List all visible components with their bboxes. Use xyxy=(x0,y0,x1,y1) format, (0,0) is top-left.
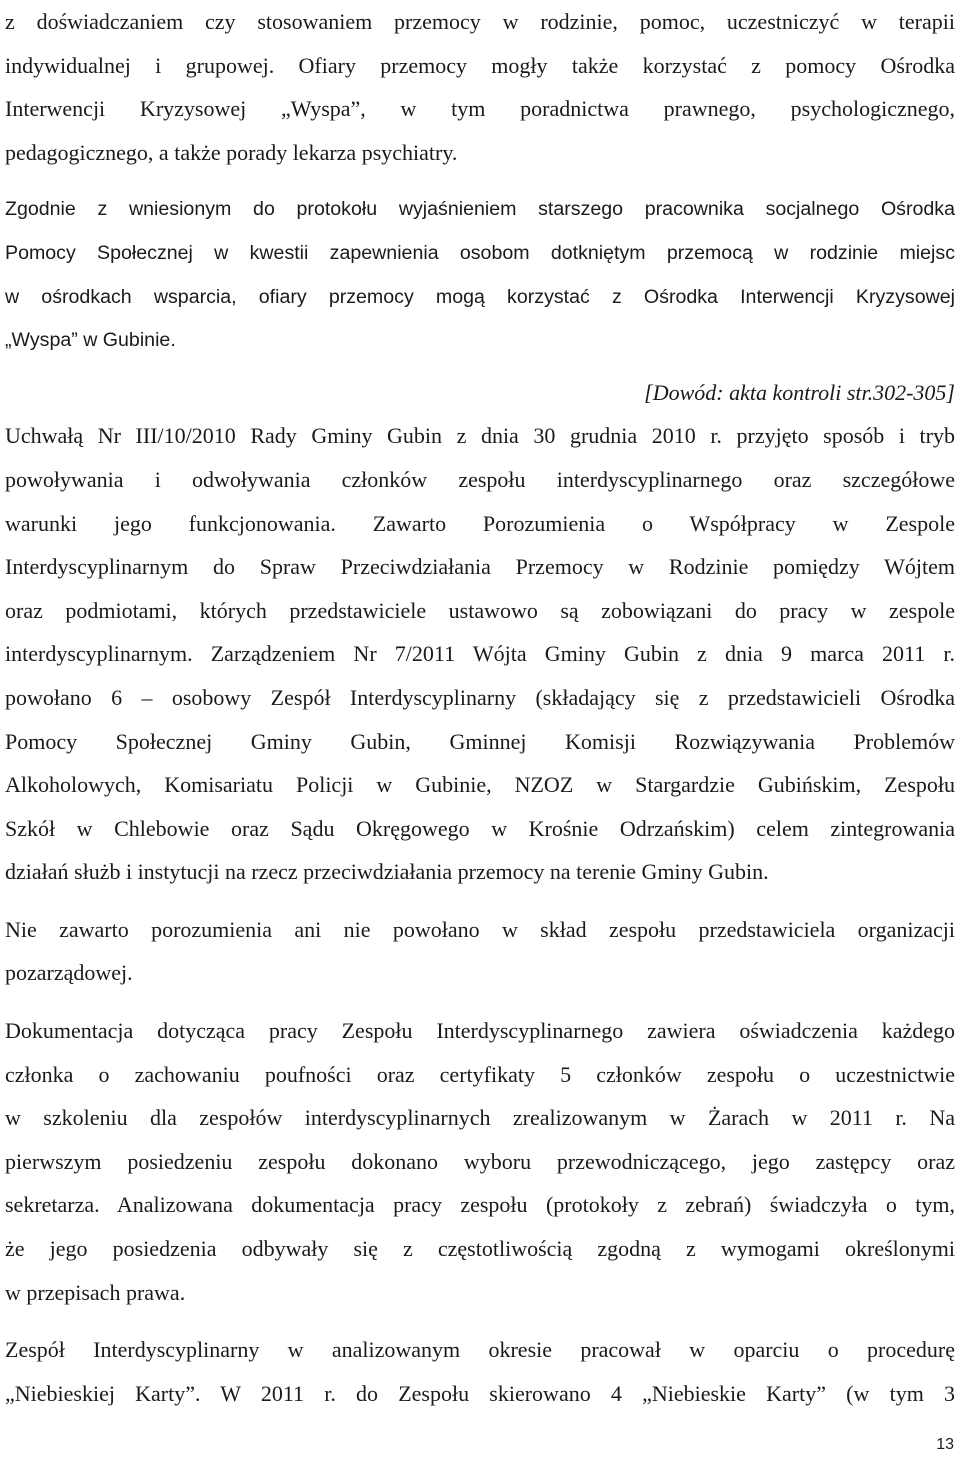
text-line: Pomocy Społecznej w kwestii zapewnienia osobom dotkniętym przemocą w rodzinie miejsc xyxy=(5,241,955,264)
text-line: że jego posiedzenia odbywały się z częstotliwością zgodną z wymogami określonymi xyxy=(5,1236,955,1262)
paragraph-spacer xyxy=(5,1314,955,1328)
text-line: „Niebieskiej Karty”. W 2011 r. do Zespołu skierowano 4 „Niebieskie Karty” (w tym 3 xyxy=(5,1380,955,1406)
text-line: w ośrodkach wsparcia, ofiary przemocy mogą korzystać z Ośrodka Interwencji Kryzysowej xyxy=(5,285,955,308)
text-line: Zespół Interdyscyplinarny w analizowanym okresie pracował w oparciu o procedurę xyxy=(5,1337,955,1363)
paragraph-blue-card-procedure xyxy=(5,1328,955,1415)
text-line: sekretarza. Analizowana dokumentacja pracy zespołu (protokoły z zebrań) świadczyła o tym, xyxy=(5,1192,955,1218)
paragraph-social-worker-explanation xyxy=(5,188,955,362)
text-line: Zgodnie z wniesionym do protokołu wyjaśnieniem starszego pracownika socjalnego Ośrodka xyxy=(5,198,955,221)
text-line: indywidualnej i grupowej. Ofiary przemocy mogły także korzystać z pomocy Ośrodka xyxy=(5,52,955,78)
paragraph-spacer xyxy=(5,363,955,371)
text-line: pierwszym posiedzeniu zespołu dokonano wyboru przewodniczącego, jego zastępcy oraz xyxy=(5,1148,955,1174)
paragraph-victim-support xyxy=(5,0,955,174)
text-line: Uchwałą Nr III/10/2010 Rady Gminy Gubin z dnia 30 grudnia 2010 r. przyjęto sposób i tryb xyxy=(5,423,955,449)
text-line: w przepisach prawa. xyxy=(5,1279,186,1305)
paragraph-spacer xyxy=(5,995,955,1009)
text-line: Nie zawarto porozumienia ani nie powołano w skład zespołu przedstawiciela organizacji xyxy=(5,916,955,942)
text-line: interdyscyplinarnym. Zarządzeniem Nr 7/2011 Wójta Gminy Gubin z dnia 9 marca 2011 r. xyxy=(5,641,955,667)
text-line: w szkoleniu dla zespołów interdyscyplinarnych zrealizowanym w Żarach w 2011 r. Na xyxy=(5,1105,955,1131)
text-line: członka o zachowaniu poufności oraz certyfikaty 5 członków zespołu o uczestnictwie xyxy=(5,1061,955,1087)
text-line: Interdyscyplinarnym do Spraw Przeciwdziałania Przemocy w Rodzinie pomiędzy Wójtem xyxy=(5,554,955,580)
text-line: działań służb i instytucji na rzecz przeciwdziałania przemocy na terenie Gminy Gubin. xyxy=(5,859,769,885)
text-line: „Wyspa” w Gubinie. xyxy=(5,329,176,352)
paragraph-spacer xyxy=(5,894,955,908)
paragraph-ngo-representative xyxy=(5,908,955,995)
document-page xyxy=(5,0,955,1415)
text-line: z doświadczaniem czy stosowaniem przemocy w rodzinie, pomoc, uczestniczyć w terapii xyxy=(5,9,955,34)
text-line: oraz podmiotami, których przedstawiciele ustawowo są zobowiązani do pracy w zespole xyxy=(5,597,955,623)
evidence-reference: [Dowód: akta kontroli str.302-305] xyxy=(644,379,955,405)
text-line: Alkoholowych, Komisariatu Policji w Gubinie, NZOZ w Stargardzie Gubińskim, Zespołu xyxy=(5,772,955,798)
text-line: pedagogicznego, a także porady lekarza psychiatry. xyxy=(5,139,458,165)
text-line: powołano 6 – osobowy Zespół Interdyscyplinarny (składający się z przedstawicieli Ośrodka xyxy=(5,684,955,710)
text-line: Szkół w Chlebowie oraz Sądu Okręgowego w Krośnie Odrzańskim) celem zintegrowania xyxy=(5,815,955,841)
text-line: Interwencji Kryzysowej „Wyspa”, w tym poradnictwa prawnego, psychologicznego, xyxy=(5,96,955,122)
text-line: powoływania i odwoływania członków zespołu interdyscyplinarnego oraz szczegółowe xyxy=(5,466,955,492)
text-line: Dokumentacja dotycząca pracy Zespołu Interdyscyplinarnego zawiera oświadczenia każdego xyxy=(5,1018,955,1044)
paragraph-interdisciplinary-team xyxy=(5,414,955,894)
text-line: pozarządowej. xyxy=(5,960,133,986)
page-number: 13 xyxy=(936,1436,954,1453)
text-line: warunki jego funkcjonowania. Zawarto Porozumienia o Współpracy w Zespole xyxy=(5,510,955,536)
paragraph-team-documentation xyxy=(5,1009,955,1314)
text-line: Pomocy Społecznej Gminy Gubin, Gminnej Komisji Rozwiązywania Problemów xyxy=(5,728,955,754)
paragraph-spacer xyxy=(5,174,955,188)
